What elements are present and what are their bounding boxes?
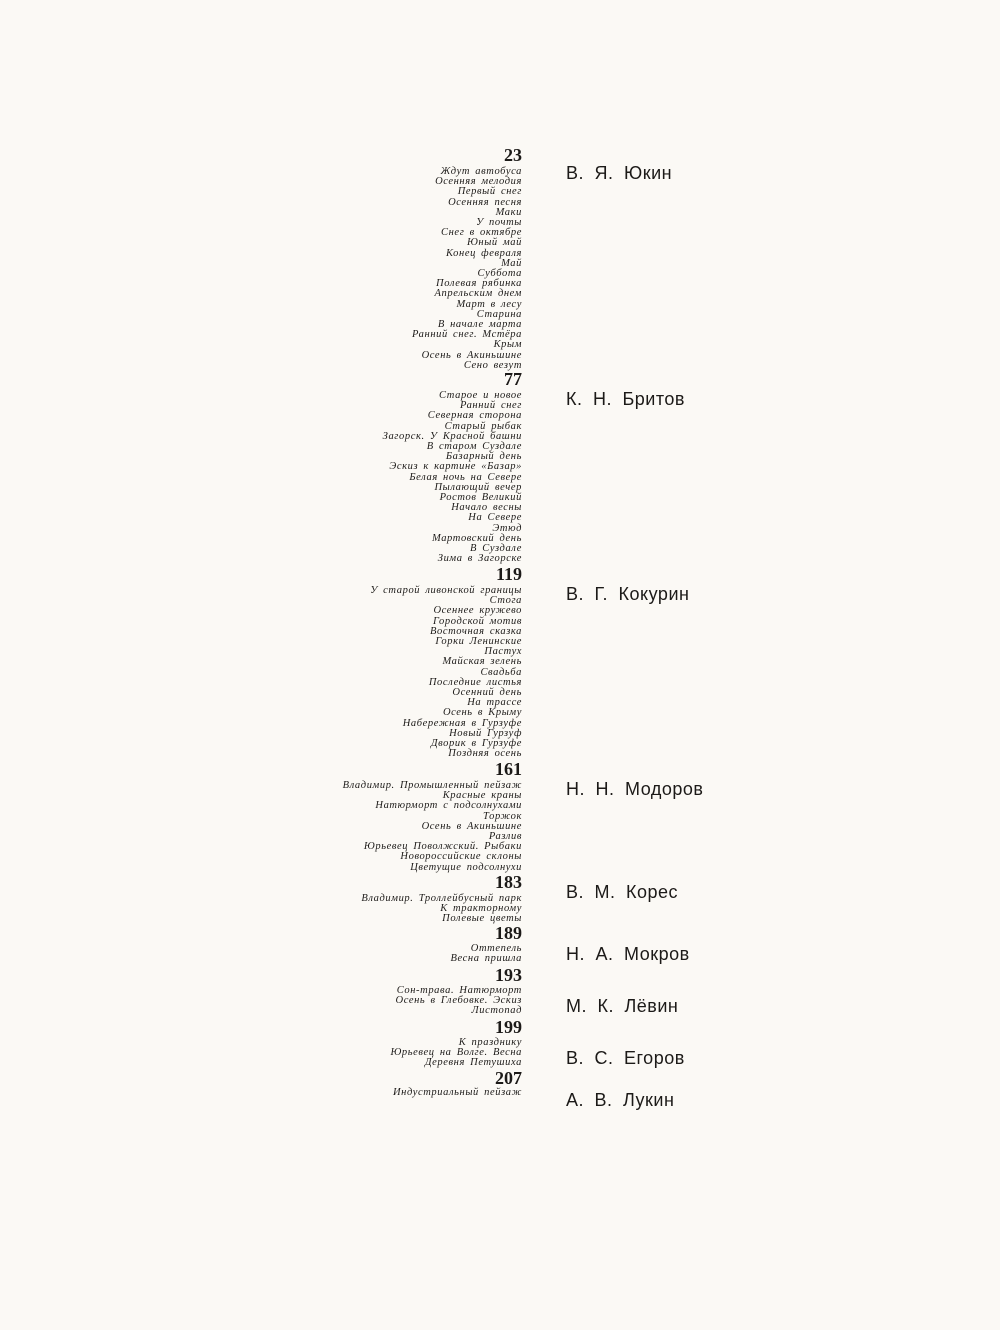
artwork-title: Горки Ленинские (435, 636, 522, 648)
artwork-title: Новый Гурзуф (449, 727, 522, 739)
artwork-title: В начале марта (437, 319, 522, 331)
title-list (383, 391, 522, 564)
artwork-title: Восточная сказка (429, 625, 522, 637)
artwork-title: Весна пришла (450, 953, 522, 965)
artwork-title: Осень в Глебовке. Эскиз (395, 995, 522, 1007)
artwork-title: Оттепель (470, 943, 522, 954)
artwork-title: Ждут автобуса (440, 166, 522, 177)
artwork-title: Набережная в Гурзуфе (402, 717, 522, 729)
artwork-title: Новороссийские склоны (400, 851, 522, 863)
artist-name: Н. А. Мокров (566, 944, 690, 964)
artwork-title: Владимир. Промышленный пейзаж (342, 780, 522, 791)
artwork-title: К тракторному (440, 903, 522, 915)
page-number: 119 (495, 564, 522, 584)
artwork-title: Загорск. У Красной башни (382, 430, 522, 442)
page-number: 183 (495, 872, 522, 892)
artwork-title: Дворик в Гурзуфе (430, 738, 522, 750)
artwork-title: Осенняя песня (448, 196, 522, 208)
artwork-title: На трассе (467, 697, 522, 709)
artwork-title: Этюд (492, 522, 522, 534)
artwork-title: В старом Суздале (426, 441, 522, 453)
artwork-title: Листопад (471, 1005, 522, 1017)
artwork-title: Первый снег (457, 186, 522, 198)
artwork-title: Свадьба (480, 666, 522, 678)
artwork-title: Пастух (484, 646, 522, 658)
page-number: 199 (495, 1017, 522, 1037)
artwork-title: Маки (495, 206, 522, 218)
artwork-title: Осенняя мелодия (435, 176, 522, 188)
artwork-title: Базарный день (445, 451, 522, 463)
artwork-title: Осенний день (452, 687, 522, 699)
artwork-title: Мартовский день (432, 532, 522, 544)
title-list (396, 986, 522, 1017)
page-number: 161 (495, 759, 522, 779)
title-list (412, 167, 522, 371)
artist-name: К. Н. Бритов (566, 389, 685, 409)
artwork-title: Индустриальный пейзаж (392, 1087, 522, 1098)
page-number: 23 (504, 145, 522, 165)
artwork-title: Красные краны (442, 790, 522, 802)
artwork-title: Эскиз к картине «Базар» (389, 461, 522, 473)
artist-name: В. М. Корес (566, 882, 679, 902)
artwork-title: На Севере (468, 512, 522, 524)
artwork-title: Юрьевец Поволжский. Рыбаки (363, 841, 522, 853)
artwork-title: Полевые цветы (442, 913, 522, 925)
artwork-title: Старина (476, 308, 522, 320)
artwork-title: Натюрморт с подсолнухами (375, 800, 522, 812)
artwork-title: Сон-трава. Натюрморт (396, 985, 522, 996)
artwork-title: Юный май (466, 237, 522, 249)
artist-name: В. Я. Юкин (566, 163, 673, 183)
artwork-title: Поздняя осень (448, 748, 522, 760)
artwork-title: Суббота (477, 268, 522, 280)
artwork-title: Крым (493, 339, 522, 351)
title-list (370, 586, 522, 759)
artwork-title: Белая ночь на Севере (409, 471, 522, 483)
artwork-title: Цветущие подсолнухи (410, 861, 522, 873)
artist-name: Н. Н. Модоров (566, 779, 704, 799)
artwork-title: Май (501, 257, 522, 269)
artwork-title: Осень в Акиньшине (421, 349, 522, 361)
artwork-title: Ранний снег (459, 400, 522, 412)
artwork-title: Владимир. Троллейбусный парк (361, 893, 522, 904)
artwork-title: Старое и новое (439, 390, 522, 401)
artwork-title: Деревня Петушиха (424, 1057, 522, 1069)
artwork-title: Зима в Загорске (437, 553, 522, 565)
artist-name: А. В. Лукин (566, 1090, 675, 1110)
artwork-title: Последние листья (428, 676, 522, 688)
page-number: 193 (495, 965, 522, 985)
artwork-title: Ранний снег. Мстёра (412, 329, 522, 341)
page-number: 207 (495, 1068, 522, 1088)
artwork-title: Сено везут (463, 359, 522, 371)
title-list (343, 781, 522, 873)
artwork-title: Старый рыбак (444, 420, 522, 432)
artwork-title: Городской мотив (433, 615, 522, 627)
page-number: 189 (495, 923, 522, 943)
artwork-title: Стога (489, 595, 522, 607)
artist-name: В. С. Егоров (566, 1048, 685, 1068)
artwork-title: Майская зелень (442, 656, 522, 668)
title-list (390, 1038, 522, 1069)
artist-name: М. К. Лёвин (566, 996, 679, 1016)
artwork-title: В Суздале (470, 543, 522, 555)
artwork-title: Апрельским днем (434, 288, 522, 300)
artwork-title: Ростов Великий (439, 492, 522, 504)
artwork-title: Осеннее кружево (433, 605, 522, 617)
page-number: 77 (504, 369, 522, 389)
title-list (450, 944, 522, 964)
artwork-title: Полевая рябинка (436, 278, 522, 290)
artist-name: В. Г. Кокурин (566, 584, 690, 604)
title-list (361, 894, 522, 925)
artwork-title: Торжок (483, 810, 522, 822)
artwork-title: Начало весны (451, 502, 522, 514)
artwork-title: Северная сторона (427, 410, 522, 422)
artwork-title: Осень в Акиньшине (421, 820, 522, 832)
artwork-title: Пылающий вечер (434, 481, 522, 493)
artwork-title: К празднику (458, 1037, 522, 1048)
title-list (393, 1088, 522, 1098)
artwork-title: У почты (476, 217, 522, 229)
artwork-title: У старой ливонской границы (370, 585, 522, 596)
artwork-title: Март в лесу (456, 298, 522, 310)
artwork-title: Снег в октябре (441, 227, 522, 239)
artwork-title: Юрьевец на Волге. Весна (390, 1047, 522, 1059)
artwork-title: Осень в Крыму (442, 707, 522, 719)
artwork-title: Конец февраля (446, 247, 522, 259)
artwork-title: Разлив (488, 831, 522, 843)
